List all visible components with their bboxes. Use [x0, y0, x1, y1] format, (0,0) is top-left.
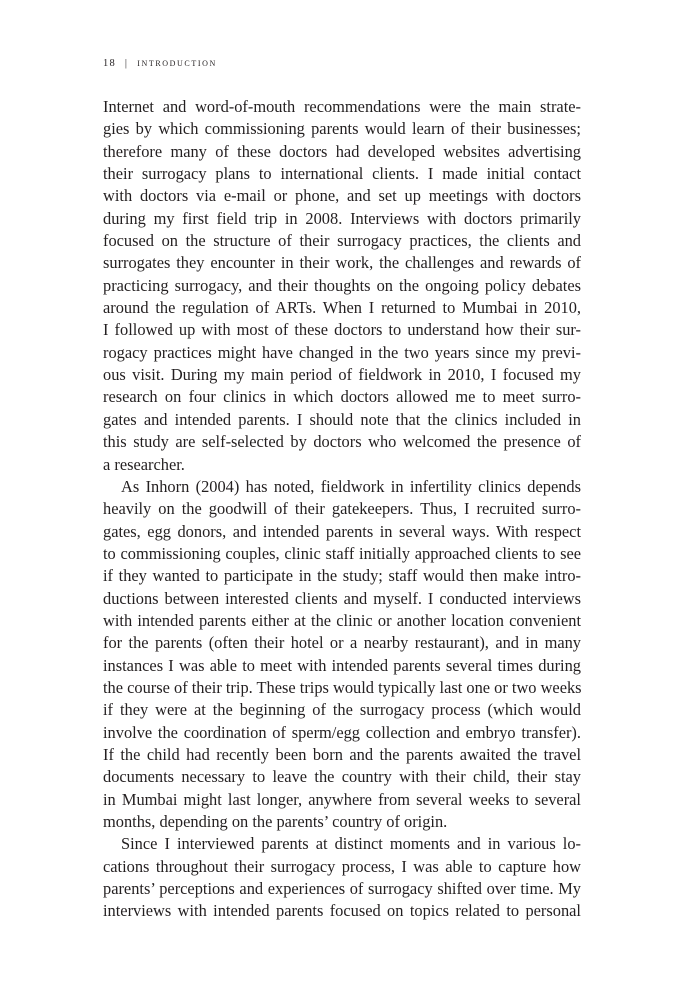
text-line: interviews with intended parents focused on topics related to personal — [103, 901, 581, 921]
body-text — [103, 96, 581, 923]
text-line: cations throughout their surrogacy process, I was able to capture how — [103, 856, 581, 876]
running-head-separator: | — [124, 58, 129, 69]
text-line: I followed up with most of these doctors to understand how their sur- — [103, 320, 581, 340]
text-line: if they wanted to participate in the study; staff would then make intro- — [103, 566, 581, 586]
text-line: therefore many of these doctors had developed websites advertising — [103, 141, 581, 161]
text-line: gates, egg donors, and intended parents in several ways. With respect — [103, 521, 581, 541]
text-line: in Mumbai might last longer, anywhere from several weeks to several — [103, 789, 581, 809]
text-line: research on four clinics in which doctors allowed me to meet surro- — [103, 387, 581, 407]
text-line: around the regulation of ARTs. When I returned to Mumbai in 2010, — [103, 298, 581, 318]
text-line: rogacy practices might have changed in the two years since my previ- — [103, 342, 581, 362]
text-line: If the child had recently been born and the parents awaited the travel — [103, 744, 581, 764]
paragraph — [103, 96, 581, 476]
text-line: As Inhorn (2004) has noted, fieldwork in infertility clinics depends — [121, 476, 581, 496]
text-line: with intended parents either at the clinic or another location convenient — [103, 610, 581, 630]
text-line: involve the coordination of sperm/egg collection and embryo transfer). — [103, 722, 581, 742]
page-number: 18 — [103, 58, 116, 69]
text-line: this study are self-selected by doctors who welcomed the presence of — [103, 432, 581, 452]
text-line: their surrogacy plans to international clients. I made initial contact — [103, 164, 581, 184]
text-line: months, depending on the parents’ country of origin. — [103, 812, 448, 831]
paragraph — [103, 476, 581, 834]
text-line: a researcher. — [103, 454, 185, 474]
text-line: Internet and word-of-mouth recommendations were the main strate- — [103, 97, 581, 116]
text-line: heavily on the goodwill of their gatekeepers. Thus, I recruited surro- — [103, 499, 581, 519]
running-head — [103, 55, 217, 70]
text-line: gates and intended parents. I should note that the clinics included in — [103, 409, 581, 429]
section-title: introduction — [137, 55, 217, 69]
text-line: during my first field trip in 2008. Interviews with doctors primarily — [103, 208, 581, 228]
text-line: ous visit. During my main period of fieldwork in 2010, I focused my — [103, 365, 581, 385]
text-line: to commissioning couples, clinic staff initially approached clients to see — [103, 543, 581, 563]
text-line: ductions between interested clients and myself. I conducted interviews — [103, 588, 581, 608]
text-line: gies by which commissioning parents would learn of their businesses; — [103, 119, 581, 139]
text-line: instances I was able to meet with intended parents several times during — [103, 655, 581, 675]
text-line: documents necessary to leave the country with their child, their stay — [103, 767, 581, 787]
text-line: parents’ perceptions and experiences of surrogacy shifted over time. My — [103, 879, 581, 899]
text-line: surrogates they encounter in their work, the challenges and rewards of — [103, 253, 581, 273]
text-line: practicing surrogacy, and their thoughts on the ongoing policy debates — [103, 275, 581, 295]
text-line: for the parents (often their hotel or a nearby restaurant), and in many — [103, 633, 581, 653]
text-line: Since I interviewed parents at distinct moments and in various lo- — [121, 834, 581, 854]
paragraph — [103, 833, 581, 922]
text-line: if they were at the beginning of the surrogacy process (which would — [103, 700, 581, 720]
text-line: the course of their trip. These trips would typically last one or two weeks — [103, 677, 582, 697]
text-line: focused on the structure of their surrogacy practices, the clients and — [103, 231, 581, 251]
text-line: with doctors via e-mail or phone, and set up meetings with doctors — [103, 186, 581, 206]
